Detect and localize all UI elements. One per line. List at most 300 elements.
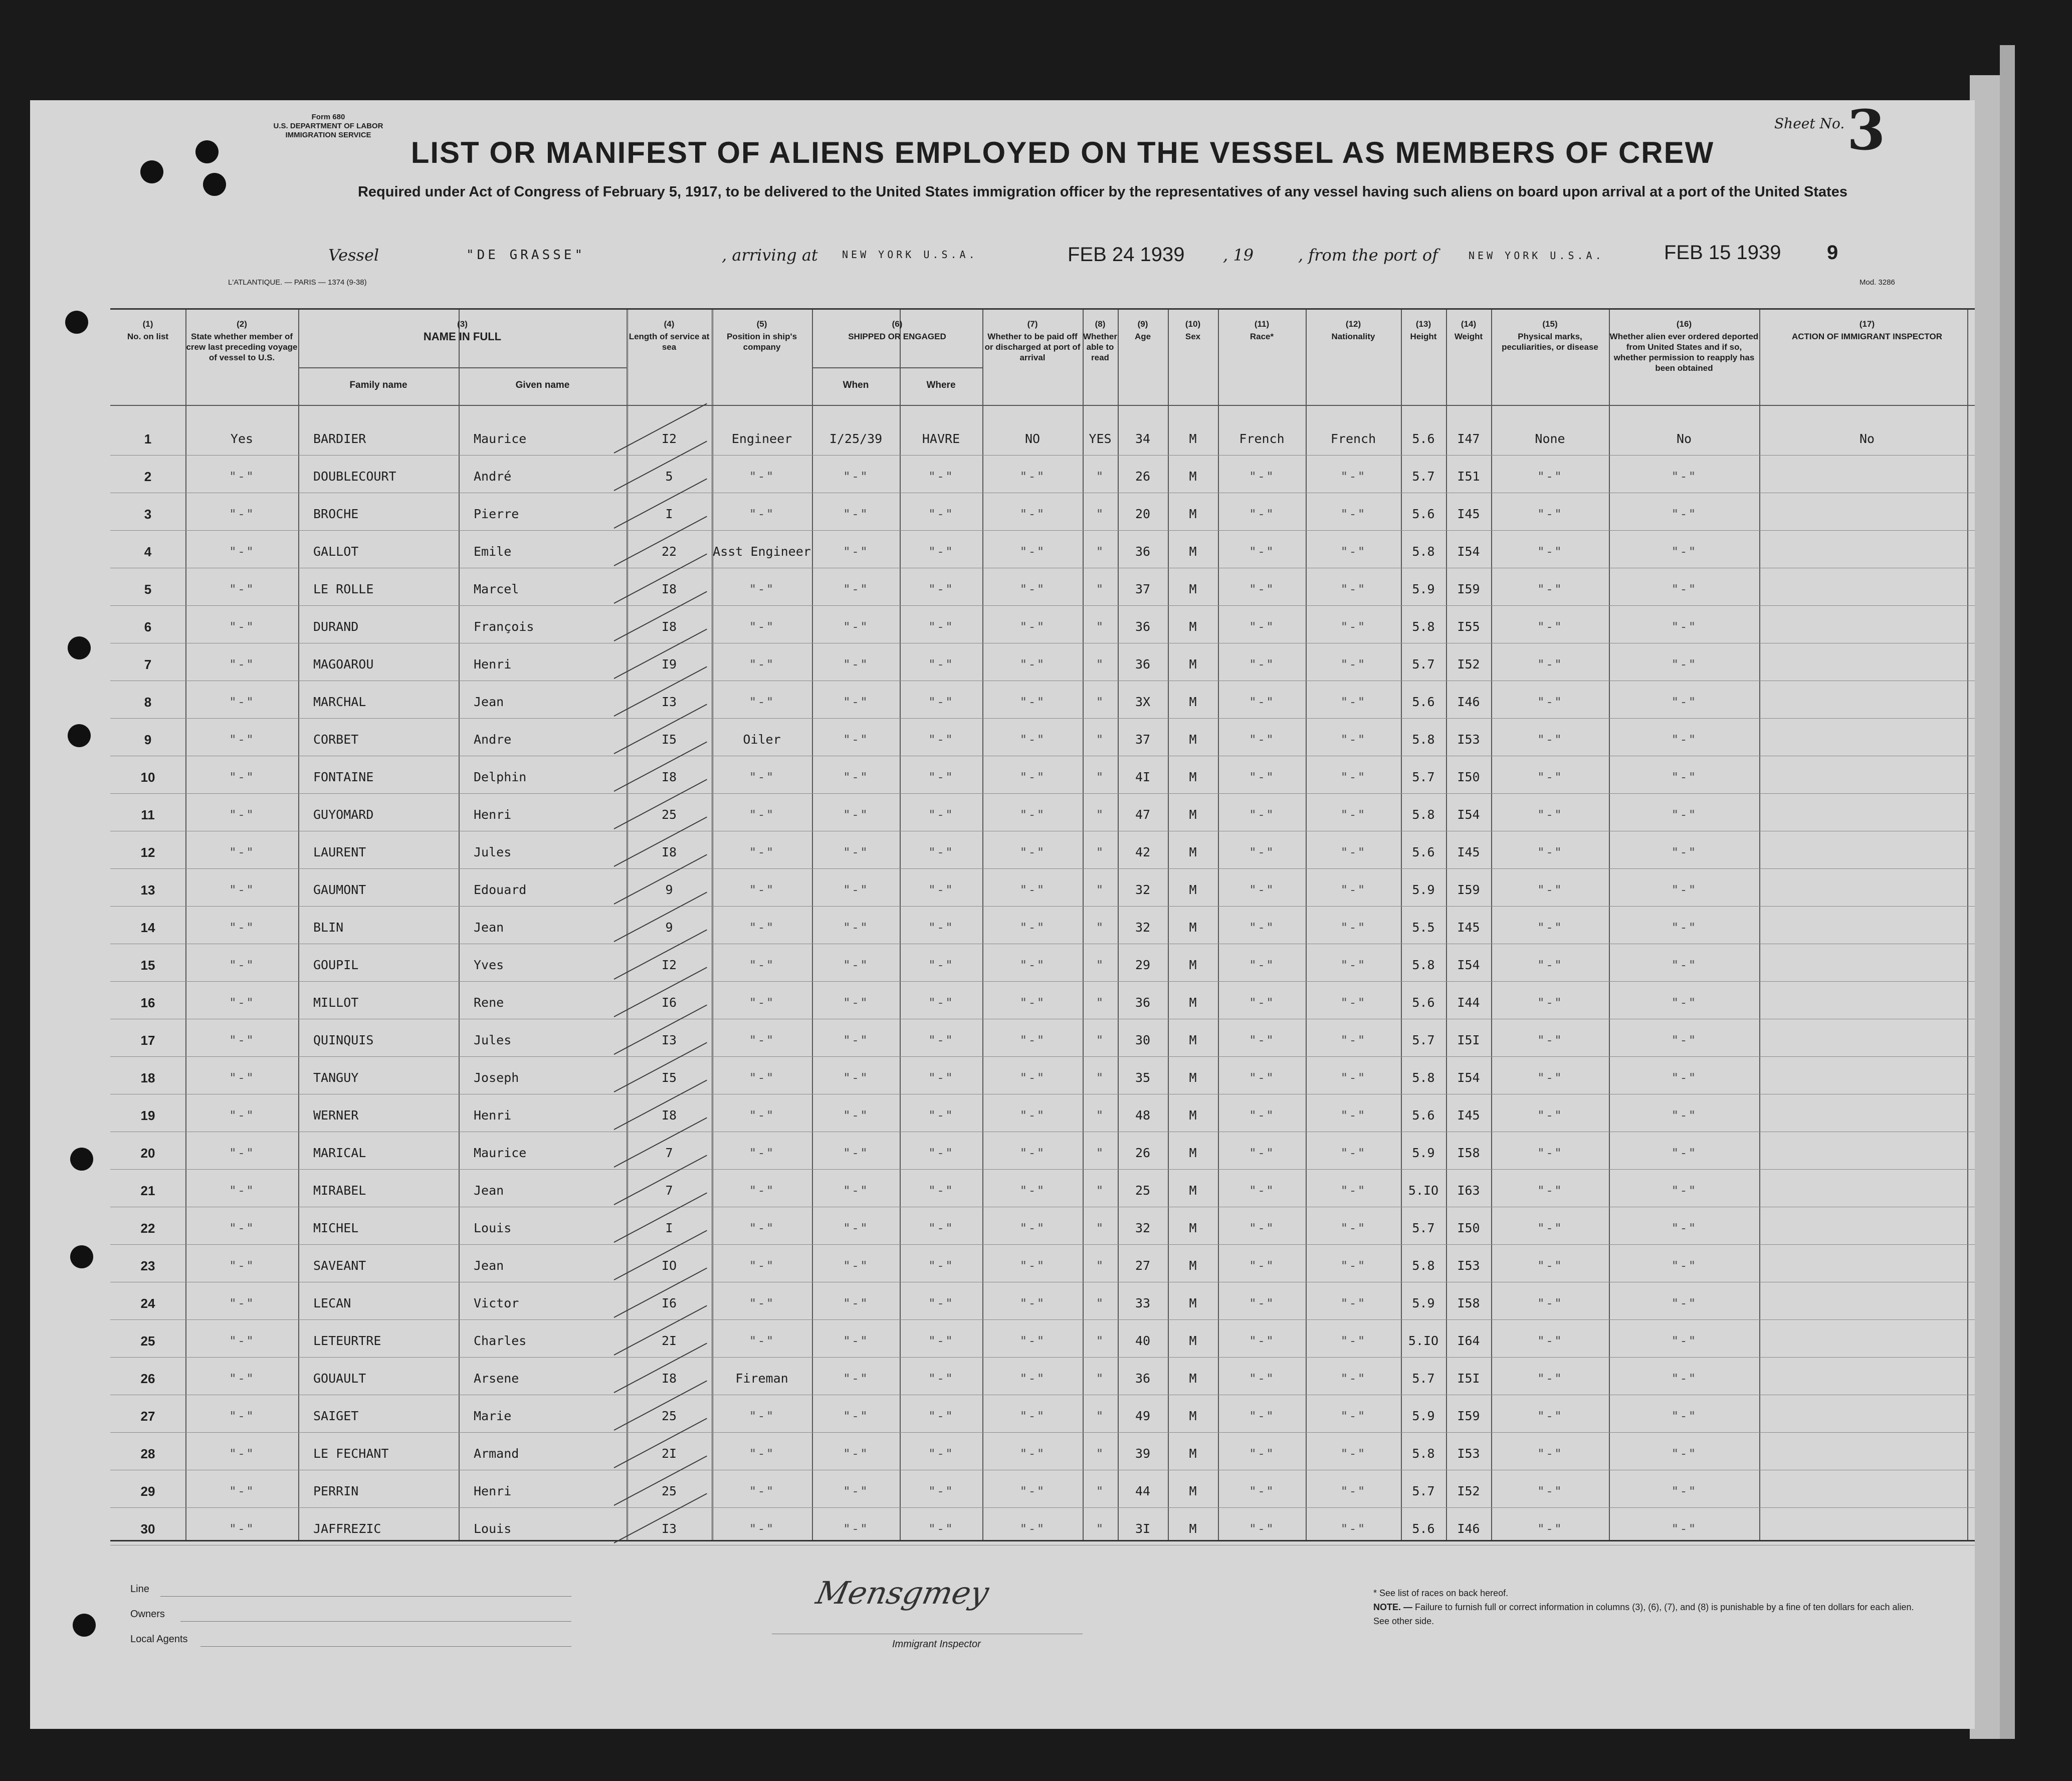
cell-family: FONTAINE	[313, 770, 374, 784]
cell-where: "-"	[928, 1521, 954, 1536]
arrival-date: FEB 24 1939	[1068, 244, 1185, 266]
sheet-number: 3	[1847, 98, 1886, 162]
cell-family: JAFFREZIC	[313, 1521, 381, 1536]
cell-given: Louis	[474, 1221, 512, 1235]
row-number: 3	[144, 507, 152, 522]
row-number: 11	[141, 807, 155, 822]
vessel-name: "DE GRASSE"	[466, 248, 586, 263]
cell-given: François	[474, 619, 534, 634]
cell-family: PERRIN	[313, 1484, 359, 1498]
cell-read: "	[1096, 958, 1105, 972]
cell-when: "-"	[843, 469, 869, 484]
row-rule	[110, 1056, 1975, 1057]
cell-nationality: "-"	[1340, 732, 1366, 747]
vessel-info-row	[30, 242, 1975, 271]
cell-deported: "-"	[1671, 657, 1697, 672]
cell-sex: M	[1189, 1371, 1197, 1386]
cell-read: "	[1096, 1484, 1105, 1498]
cell-marks: "-"	[1537, 845, 1563, 859]
column-header-position	[712, 319, 812, 352]
cell-marks: None	[1535, 431, 1565, 446]
row-number: 10	[140, 770, 155, 785]
cell-prev: "-"	[229, 695, 255, 709]
column-number: (6)	[892, 319, 903, 329]
cell-race: "-"	[1249, 732, 1275, 747]
row-rule	[110, 981, 1975, 982]
cell-where: "-"	[928, 1108, 954, 1123]
cell-marks: "-"	[1537, 1183, 1563, 1198]
cell-race: "-"	[1249, 1183, 1275, 1198]
cell-sex: M	[1189, 995, 1197, 1010]
cell-paid: "-"	[1019, 1070, 1046, 1085]
printer-line: L'ATLANTIQUE. — PARIS — 1374 (9-38)	[228, 278, 367, 287]
cell-paid: "-"	[1019, 1146, 1046, 1160]
group-header-divider	[298, 367, 627, 368]
cell-family: MARICAL	[313, 1146, 366, 1160]
cell-family: MARCHAL	[313, 695, 366, 709]
cell-paid: "-"	[1019, 845, 1046, 859]
from-port: NEW YORK U.S.A.	[1469, 250, 1604, 262]
cell-prev: "-"	[229, 1333, 255, 1348]
cell-service: I6	[661, 1296, 677, 1310]
local-agents-field	[200, 1646, 571, 1647]
cell-weight: I52	[1457, 657, 1480, 672]
cell-marks: "-"	[1537, 1221, 1563, 1235]
cell-paid: "-"	[1019, 657, 1046, 672]
column-header-where: Where	[926, 380, 956, 390]
cell-deported: "-"	[1671, 1221, 1697, 1235]
cell-sex: M	[1189, 469, 1197, 484]
cell-position: "-"	[749, 807, 775, 822]
cell-nationality: "-"	[1340, 1146, 1366, 1160]
cell-family: TANGUY	[313, 1070, 359, 1085]
cell-where: "-"	[928, 1033, 954, 1047]
cell-when: "-"	[843, 1371, 869, 1386]
cell-race: "-"	[1249, 1070, 1275, 1085]
cell-marks: "-"	[1537, 732, 1563, 747]
cell-sex: M	[1189, 1296, 1197, 1310]
cell-sex: M	[1189, 695, 1197, 709]
cell-sex: M	[1189, 1484, 1197, 1498]
column-title: Race*	[1250, 332, 1274, 341]
column-header-weight	[1446, 319, 1491, 342]
cell-read: "	[1096, 995, 1105, 1010]
cell-position: "-"	[749, 958, 775, 972]
cell-action: No	[1859, 431, 1875, 446]
cell-prev: "-"	[229, 1296, 255, 1310]
column-title: No. on list	[127, 332, 169, 341]
cell-family: CORBET	[313, 732, 359, 747]
cell-when: "-"	[843, 845, 869, 859]
cell-service: I8	[661, 1371, 677, 1386]
row-rule	[110, 1319, 1975, 1320]
row-number: 23	[140, 1258, 155, 1273]
cell-family: LE ROLLE	[313, 582, 374, 596]
row-number: 18	[140, 1070, 155, 1085]
cell-paid: "-"	[1019, 1409, 1046, 1423]
punch-hole	[140, 160, 163, 183]
cell-read: "	[1096, 807, 1105, 822]
row-number: 25	[140, 1333, 155, 1349]
cell-age: 47	[1135, 807, 1151, 822]
cell-height: 5.9	[1412, 1296, 1435, 1310]
cell-family: GALLOT	[313, 544, 359, 559]
cell-sex: M	[1189, 770, 1197, 784]
column-header-service	[627, 319, 712, 352]
cell-prev: "-"	[229, 920, 255, 935]
column-header-age	[1118, 319, 1168, 342]
cell-age: 3I	[1135, 1521, 1151, 1536]
cell-paid: "-"	[1019, 1446, 1046, 1461]
row-number: 19	[140, 1108, 155, 1123]
cell-family: BARDIER	[313, 431, 366, 446]
column-title: Weight	[1454, 332, 1483, 341]
cell-given: Yves	[474, 958, 504, 972]
cell-prev: "-"	[229, 582, 255, 596]
cell-position: "-"	[749, 695, 775, 709]
cell-paid: "-"	[1019, 469, 1046, 484]
cell-where: "-"	[928, 1446, 954, 1461]
cell-deported: "-"	[1671, 1070, 1697, 1085]
owners-field	[180, 1621, 571, 1622]
cell-when: "-"	[843, 1484, 869, 1498]
cell-marks: "-"	[1537, 1070, 1563, 1085]
cell-position: Asst Engineer	[713, 544, 811, 559]
cell-service: 2I	[661, 1446, 677, 1461]
cell-position: "-"	[749, 1070, 775, 1085]
cell-marks: "-"	[1537, 544, 1563, 559]
cell-family: LETEURTRE	[313, 1333, 381, 1348]
footnote	[1373, 1586, 1925, 1628]
cell-prev: "-"	[229, 1446, 255, 1461]
cell-height: 5.6	[1412, 507, 1435, 521]
cell-prev: "-"	[229, 1070, 255, 1085]
cell-when: "-"	[843, 1333, 869, 1348]
cell-service: I5	[661, 732, 677, 747]
column-title: ACTION OF IMMIGRANT INSPECTOR	[1791, 332, 1942, 341]
column-header-height	[1401, 319, 1446, 342]
cell-deported: "-"	[1671, 732, 1697, 747]
cell-family: MAGOAROU	[313, 657, 374, 672]
cell-paid: "-"	[1019, 695, 1046, 709]
cell-family: BLIN	[313, 920, 344, 935]
cell-race: "-"	[1249, 882, 1275, 897]
cell-given: Jean	[474, 1183, 504, 1198]
cell-service: I5	[661, 1070, 677, 1085]
row-rule	[110, 605, 1975, 606]
cell-marks: "-"	[1537, 1296, 1563, 1310]
cell-service: I8	[661, 1108, 677, 1123]
punch-hole	[195, 140, 219, 163]
cell-position: "-"	[749, 1146, 775, 1160]
cell-age: 40	[1135, 1333, 1151, 1348]
cell-weight: I58	[1457, 1296, 1480, 1310]
column-number: (15)	[1542, 319, 1558, 329]
cell-marks: "-"	[1537, 582, 1563, 596]
cell-family: GUYOMARD	[313, 807, 374, 822]
cell-family: LE FECHANT	[313, 1446, 389, 1461]
column-header-marks	[1491, 319, 1609, 352]
column-header-no	[110, 319, 185, 342]
column-number: (10)	[1185, 319, 1201, 329]
cell-family: LAURENT	[313, 845, 366, 859]
cell-nationality: "-"	[1340, 544, 1366, 559]
cell-nationality: "-"	[1340, 1258, 1366, 1273]
cell-given: Henri	[474, 1108, 512, 1123]
row-number: 15	[140, 958, 155, 973]
cell-service: 5	[665, 469, 673, 484]
cell-nationality: "-"	[1340, 1371, 1366, 1386]
cell-deported: "-"	[1671, 882, 1697, 897]
cell-deported: "-"	[1671, 544, 1697, 559]
cell-when: "-"	[843, 507, 869, 521]
cell-where: "-"	[928, 1070, 954, 1085]
cell-height: 5.6	[1412, 695, 1435, 709]
cell-read: "	[1096, 1108, 1105, 1123]
cell-position: "-"	[749, 1033, 775, 1047]
cell-when: "-"	[843, 995, 869, 1010]
row-rule	[110, 1357, 1975, 1358]
cell-age: 49	[1135, 1409, 1151, 1423]
cell-when: "-"	[843, 958, 869, 972]
cell-sex: M	[1189, 845, 1197, 859]
cell-when: "-"	[843, 1296, 869, 1310]
cell-age: 33	[1135, 1296, 1151, 1310]
cell-prev: Yes	[230, 431, 254, 446]
cell-deported: "-"	[1671, 695, 1697, 709]
cell-prev: "-"	[229, 995, 255, 1010]
cell-when: "-"	[843, 1221, 869, 1235]
cell-paid: "-"	[1019, 507, 1046, 521]
form-number: Form 680 U.S. DEPARTMENT OF LABOR IMMIGRATION SERVICE	[273, 113, 383, 139]
cell-weight: I53	[1457, 1258, 1480, 1273]
column-number: (2)	[237, 319, 247, 329]
cell-read: "	[1096, 1296, 1105, 1310]
cell-where: "-"	[928, 920, 954, 935]
cell-where: "-"	[928, 507, 954, 521]
cell-age: 4I	[1135, 770, 1151, 784]
column-title: Whether to be paid off or discharged at port of arrival	[984, 332, 1081, 362]
cell-age: 36	[1135, 619, 1151, 634]
cell-prev: "-"	[229, 657, 255, 672]
cell-given: Maurice	[474, 431, 527, 446]
cell-when: "-"	[843, 1521, 869, 1536]
column-title: Sex	[1185, 332, 1201, 341]
column-header-given-name: Given name	[515, 380, 570, 390]
row-number: 26	[140, 1371, 155, 1386]
inspector-signature-text: Mensgmey	[812, 1575, 992, 1611]
cell-deported: "-"	[1671, 1183, 1697, 1198]
cell-given: Pierre	[474, 507, 519, 521]
cell-deported: "-"	[1671, 1446, 1697, 1461]
cell-deported: "-"	[1671, 1409, 1697, 1423]
cell-height: 5.7	[1412, 469, 1435, 484]
cell-paid: "-"	[1019, 1221, 1046, 1235]
cell-height: 5.9	[1412, 1146, 1435, 1160]
cell-nationality: "-"	[1340, 807, 1366, 822]
cell-prev: "-"	[229, 882, 255, 897]
cell-weight: I5I	[1457, 1033, 1480, 1047]
cell-marks: "-"	[1537, 695, 1563, 709]
cell-given: Henri	[474, 807, 512, 822]
cell-height: 5.6	[1412, 1521, 1435, 1536]
cell-weight: I55	[1457, 619, 1480, 634]
cell-age: 26	[1135, 1146, 1151, 1160]
cell-deported: "-"	[1671, 845, 1697, 859]
cell-paid: "-"	[1019, 1371, 1046, 1386]
cell-marks: "-"	[1537, 1484, 1563, 1498]
cell-age: 25	[1135, 1183, 1151, 1198]
page-title: LIST OR MANIFEST OF ALIENS EMPLOYED ON THE VESSEL AS MEMBERS OF CREW	[410, 136, 1715, 169]
cell-marks: "-"	[1537, 1033, 1563, 1047]
cell-sex: M	[1189, 1221, 1197, 1235]
cell-service: I2	[661, 431, 677, 446]
column-number: (8)	[1095, 319, 1106, 329]
column-title: Physical marks, peculiarities, or disease	[1502, 332, 1598, 352]
cell-sex: M	[1189, 582, 1197, 596]
cell-when: "-"	[843, 695, 869, 709]
column-header-prev	[185, 319, 298, 363]
cell-marks: "-"	[1537, 657, 1563, 672]
cell-nationality: "-"	[1340, 657, 1366, 672]
cell-position: "-"	[749, 1484, 775, 1498]
note-label: NOTE. —	[1373, 1602, 1413, 1612]
cell-sex: M	[1189, 732, 1197, 747]
cell-family: QUINQUIS	[313, 1033, 374, 1047]
cell-paid: "-"	[1019, 1296, 1046, 1310]
cell-age: 26	[1135, 469, 1151, 484]
cell-age: 35	[1135, 1070, 1151, 1085]
cell-sex: M	[1189, 920, 1197, 935]
cell-service: 25	[661, 1484, 677, 1498]
cell-prev: "-"	[229, 1484, 255, 1498]
cell-nationality: "-"	[1340, 695, 1366, 709]
cell-when: "-"	[843, 920, 869, 935]
cell-marks: "-"	[1537, 770, 1563, 784]
cell-sex: M	[1189, 1070, 1197, 1085]
cell-given: Jean	[474, 920, 504, 935]
cell-race: "-"	[1249, 619, 1275, 634]
cell-family: SAIGET	[313, 1409, 359, 1423]
cell-marks: "-"	[1537, 958, 1563, 972]
cell-height: 5.7	[1412, 1371, 1435, 1386]
cell-paid: "-"	[1019, 619, 1046, 634]
cell-deported: "-"	[1671, 1296, 1697, 1310]
cell-sex: M	[1189, 1146, 1197, 1160]
departure-date: FEB 15 1939	[1664, 242, 1781, 264]
cell-prev: "-"	[229, 1183, 255, 1198]
cell-when: "-"	[843, 732, 869, 747]
cell-when: "-"	[843, 1409, 869, 1423]
cell-position: Fireman	[735, 1371, 788, 1386]
row-number: 21	[140, 1183, 155, 1198]
cell-height: 5.9	[1412, 1409, 1435, 1423]
cell-where: "-"	[928, 582, 954, 596]
cell-given: Victor	[474, 1296, 519, 1310]
cell-age: 32	[1135, 1221, 1151, 1235]
cell-service: I	[665, 507, 673, 521]
row-number: 8	[144, 695, 152, 710]
column-title: NAME IN FULL	[423, 330, 502, 343]
cell-nationality: French	[1330, 431, 1376, 446]
cell-read: "	[1096, 619, 1105, 634]
cell-sex: M	[1189, 882, 1197, 897]
mod-code: Mod. 3286	[1859, 278, 1895, 287]
cell-race: "-"	[1249, 582, 1275, 596]
cell-when: "-"	[843, 1108, 869, 1123]
cell-race: "-"	[1249, 1146, 1275, 1160]
cell-given: Emile	[474, 544, 512, 559]
cell-height: 5.6	[1412, 1108, 1435, 1123]
cell-sex: M	[1189, 1183, 1197, 1198]
cell-race: "-"	[1249, 1409, 1275, 1423]
cell-nationality: "-"	[1340, 920, 1366, 935]
cell-read: "	[1096, 1333, 1105, 1348]
cell-family: LECAN	[313, 1296, 351, 1310]
cell-service: I3	[661, 695, 677, 709]
cell-read: "	[1096, 507, 1105, 521]
cell-deported: "-"	[1671, 920, 1697, 935]
punch-hole	[68, 636, 91, 659]
cell-where: "-"	[928, 1146, 954, 1160]
cell-age: 32	[1135, 882, 1151, 897]
cell-height: 5.9	[1412, 882, 1435, 897]
row-rule	[110, 1432, 1975, 1433]
cell-read: "	[1096, 1070, 1105, 1085]
column-header-read	[1083, 319, 1118, 363]
cell-age: 29	[1135, 958, 1151, 972]
cell-given: Marcel	[474, 582, 519, 596]
cell-weight: I51	[1457, 469, 1480, 484]
header-divider	[110, 405, 1975, 406]
cell-deported: "-"	[1671, 1258, 1697, 1273]
cell-deported: "-"	[1671, 995, 1697, 1010]
cell-prev: "-"	[229, 1371, 255, 1386]
cell-sex: M	[1189, 1333, 1197, 1348]
cell-nationality: "-"	[1340, 1296, 1366, 1310]
cell-race: "-"	[1249, 1371, 1275, 1386]
cell-height: 5.6	[1412, 995, 1435, 1010]
cell-paid: "-"	[1019, 920, 1046, 935]
cell-where: "-"	[928, 995, 954, 1010]
cell-position: "-"	[749, 845, 775, 859]
cell-deported: "-"	[1671, 582, 1697, 596]
column-number: (9)	[1137, 319, 1148, 329]
cell-marks: "-"	[1537, 1521, 1563, 1536]
cell-race: "-"	[1249, 469, 1275, 484]
cell-family: SAVEANT	[313, 1258, 366, 1273]
cell-height: 5.IO	[1408, 1183, 1439, 1198]
cell-read: "	[1096, 1146, 1105, 1160]
row-rule	[110, 1169, 1975, 1170]
cell-position: Engineer	[731, 431, 792, 446]
cell-age: 37	[1135, 732, 1151, 747]
column-number: (1)	[142, 319, 153, 329]
cell-position: "-"	[749, 1108, 775, 1123]
cell-prev: "-"	[229, 619, 255, 634]
cell-given: Marie	[474, 1409, 512, 1423]
line-label: Line	[130, 1584, 149, 1595]
column-title: Whether alien ever ordered deported from United States and if so, whether permission to reapply has been obtained	[1609, 332, 1759, 373]
column-header-nationality	[1306, 319, 1401, 342]
cell-weight: I54	[1457, 807, 1480, 822]
cell-service: I6	[661, 995, 677, 1010]
column-title: State whether member of crew last preceding voyage of vessel to U.S.	[186, 332, 298, 362]
cell-weight: I45	[1457, 920, 1480, 935]
cell-nationality: "-"	[1340, 1521, 1366, 1536]
cell-deported: "-"	[1671, 1371, 1697, 1386]
cell-nationality: "-"	[1340, 1409, 1366, 1423]
